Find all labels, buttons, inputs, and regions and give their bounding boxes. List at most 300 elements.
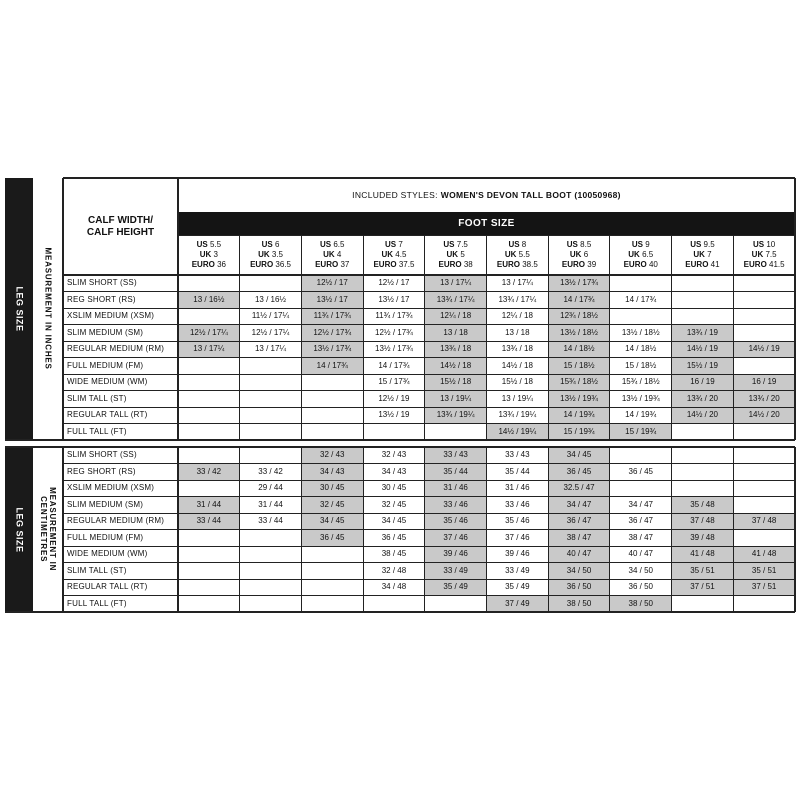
size-cell: 14 / 18½ bbox=[548, 341, 610, 358]
row-label: XSLIM MEDIUM (XSM) bbox=[67, 311, 155, 321]
size-us-line bbox=[508, 240, 526, 250]
row-label: SLIM TALL (ST) bbox=[67, 393, 127, 403]
size-cell: 11½ / 17¼ bbox=[251, 311, 290, 321]
measurement-unit-line: CENTIMETRES bbox=[39, 496, 48, 563]
size-cell: 38 / 50 bbox=[548, 596, 610, 613]
row-label: REGULAR MEDIUM (RM) bbox=[67, 344, 165, 354]
size-cell: 37 / 46 bbox=[425, 530, 487, 547]
row-label: REG SHORT (RS) bbox=[67, 466, 136, 476]
row-label: REG SHORT (RS) bbox=[67, 294, 136, 304]
size-cell: 33 / 43 bbox=[505, 450, 530, 460]
size-cell bbox=[240, 596, 302, 613]
row-divider bbox=[63, 407, 795, 408]
size-uk-prefix: UK bbox=[199, 250, 212, 259]
size-uk-line bbox=[505, 250, 530, 260]
size-cell: 36 / 45 bbox=[381, 532, 407, 542]
size-cell: 35 / 51 bbox=[733, 563, 795, 580]
size-euro-line bbox=[250, 260, 291, 270]
size-uk-value: 6.5 bbox=[642, 250, 654, 259]
size-uk-line bbox=[693, 250, 711, 260]
leg-size-text: LEG SIZE bbox=[14, 506, 25, 553]
size-uk-line bbox=[447, 250, 465, 260]
size-column-header bbox=[363, 235, 425, 275]
size-cell: 14½ / 19 bbox=[672, 341, 734, 358]
size-cell: 13¾ / 18 bbox=[425, 341, 487, 358]
size-cell: 14 / 17¾ bbox=[548, 292, 610, 309]
size-cell: 37 / 48 bbox=[733, 513, 795, 530]
size-cell: 37 / 51 bbox=[672, 579, 734, 596]
size-euro-value: 37 bbox=[340, 260, 350, 269]
size-cell bbox=[610, 480, 672, 497]
size-us-value: 5.5 bbox=[209, 240, 222, 249]
size-cell: 36 / 50 bbox=[548, 579, 610, 596]
row-label: REGULAR TALL (RT) bbox=[67, 410, 148, 420]
size-cell bbox=[178, 579, 240, 596]
size-cell bbox=[178, 546, 240, 563]
size-column-header bbox=[733, 235, 795, 275]
size-euro-value: 38.5 bbox=[522, 260, 538, 269]
size-cell: 34 / 43 bbox=[381, 466, 407, 476]
size-cell: 12¼ / 18 bbox=[425, 308, 487, 325]
row-divider bbox=[63, 324, 795, 325]
size-cell bbox=[178, 563, 240, 580]
row-label: SLIM MEDIUM (SM) bbox=[67, 499, 144, 509]
size-cell bbox=[301, 424, 363, 441]
size-cell: 33 / 43 bbox=[425, 447, 487, 464]
row-divider bbox=[63, 480, 795, 481]
row-label: FULL TALL (FT) bbox=[67, 598, 127, 608]
column-divider bbox=[733, 275, 734, 440]
size-cell bbox=[425, 596, 487, 613]
size-cell: 13½ / 19¾ bbox=[548, 391, 610, 408]
size-cell: 16 / 19 bbox=[733, 374, 795, 391]
size-cell bbox=[672, 447, 734, 464]
size-euro-line bbox=[439, 260, 473, 270]
measurement-unit-line: MEASUREMENT IN bbox=[48, 487, 58, 572]
size-euro-value: 41 bbox=[710, 260, 720, 269]
size-cell: 12¼ / 18 bbox=[501, 311, 533, 321]
size-us-prefix: US bbox=[385, 240, 397, 249]
size-cell: 12½ / 19 bbox=[378, 393, 410, 403]
row-divider bbox=[63, 357, 795, 358]
measurement-unit-text bbox=[43, 248, 52, 370]
size-cell: 32 / 45 bbox=[381, 499, 407, 509]
size-cell: 16 / 19 bbox=[672, 374, 734, 391]
measurement-unit-label bbox=[33, 447, 63, 612]
size-euro-line bbox=[624, 260, 658, 270]
size-euro-prefix: EURO bbox=[743, 260, 767, 269]
row-label: FULL TALL (FT) bbox=[67, 426, 127, 436]
size-cell: 35 / 51 bbox=[672, 563, 734, 580]
size-uk-line bbox=[258, 250, 283, 260]
size-cell bbox=[672, 424, 734, 441]
size-cell bbox=[240, 407, 302, 424]
header-column-divider bbox=[733, 235, 734, 275]
size-cell bbox=[425, 424, 487, 441]
size-cell bbox=[178, 480, 240, 497]
size-us-prefix: US bbox=[443, 240, 455, 249]
row-divider bbox=[63, 390, 795, 391]
size-euro-prefix: EURO bbox=[191, 260, 215, 269]
size-uk-line bbox=[752, 250, 777, 260]
size-cell bbox=[733, 480, 795, 497]
size-cell: 38 / 50 bbox=[610, 596, 672, 613]
size-uk-prefix: UK bbox=[751, 250, 764, 259]
column-divider bbox=[671, 447, 672, 612]
size-us-prefix: US bbox=[753, 240, 765, 249]
size-cell: 12¾ / 18½ bbox=[548, 308, 610, 325]
size-cell: 12½ / 17 bbox=[378, 278, 410, 288]
size-cell bbox=[733, 447, 795, 464]
size-cell: 38 / 45 bbox=[381, 549, 407, 559]
size-euro-prefix: EURO bbox=[685, 260, 709, 269]
size-cell bbox=[240, 424, 302, 441]
size-cell: 15¾ / 18½ bbox=[621, 377, 660, 387]
size-cell: 11¾ / 17¾ bbox=[375, 311, 413, 321]
column-divider bbox=[794, 275, 796, 440]
size-cell bbox=[363, 424, 425, 441]
size-cell: 13¾ / 19 bbox=[672, 325, 734, 342]
header-column-divider bbox=[239, 235, 240, 275]
size-euro-prefix: EURO bbox=[623, 260, 647, 269]
size-us-prefix: US bbox=[196, 240, 208, 249]
size-cell: 34 / 47 bbox=[628, 499, 653, 509]
size-cell: 13 / 16½ bbox=[254, 294, 287, 304]
size-cell: 13 / 19¼ bbox=[425, 391, 487, 408]
size-cell: 11¾ / 17¾ bbox=[301, 308, 363, 325]
size-cell: 14½ / 18 bbox=[425, 358, 487, 375]
size-uk-prefix: UK bbox=[693, 250, 705, 259]
size-cell: 15 / 17¾ bbox=[378, 377, 410, 387]
size-euro-prefix: EURO bbox=[438, 260, 462, 269]
size-cell: 13¾ / 19¼ bbox=[498, 410, 537, 420]
size-cell bbox=[733, 308, 795, 325]
size-cell: 35 / 44 bbox=[505, 466, 530, 476]
column-divider bbox=[486, 447, 487, 612]
size-uk-line bbox=[200, 250, 218, 260]
size-us-line bbox=[320, 240, 344, 250]
size-cell: 41 / 48 bbox=[733, 546, 795, 563]
size-cell: 12½ / 17¼ bbox=[178, 325, 240, 342]
size-euro-line bbox=[192, 260, 226, 270]
size-cell: 13 / 17¼ bbox=[425, 275, 487, 292]
column-divider bbox=[424, 275, 425, 440]
size-cell: 34 / 43 bbox=[301, 464, 363, 481]
size-cell: 14½ / 19¼ bbox=[487, 424, 549, 441]
size-euro-prefix: EURO bbox=[561, 260, 586, 269]
calf-width-height-title: CALF WIDTH/ CALF HEIGHT bbox=[86, 214, 155, 238]
size-cell: 34 / 47 bbox=[548, 497, 610, 514]
size-cell bbox=[301, 563, 363, 580]
size-cell: 36 / 45 bbox=[628, 466, 653, 476]
size-us-prefix: US bbox=[631, 240, 643, 249]
header-column-divider bbox=[671, 235, 672, 275]
section-border bbox=[62, 178, 64, 440]
size-cell bbox=[240, 275, 302, 292]
size-cell: 14 / 19¾ bbox=[548, 407, 610, 424]
size-cell: 12½ / 17 bbox=[301, 275, 363, 292]
size-cell: 32 / 45 bbox=[301, 497, 363, 514]
included-styles-value: WOMEN'S DEVON TALL BOOT (10050968) bbox=[440, 190, 621, 200]
size-cell: 35 / 46 bbox=[505, 516, 530, 526]
size-cell: 13½ / 17¾ bbox=[548, 275, 610, 292]
size-us-line bbox=[443, 240, 467, 250]
size-cell: 33 / 42 bbox=[178, 464, 240, 481]
size-cell bbox=[672, 275, 734, 292]
size-uk-line bbox=[628, 250, 653, 260]
size-uk-line bbox=[381, 250, 406, 260]
column-divider bbox=[486, 275, 487, 440]
section-border bbox=[62, 447, 64, 612]
size-euro-prefix: EURO bbox=[496, 260, 520, 269]
size-cell: 13 / 17¼ bbox=[254, 344, 287, 354]
size-cell: 15½ / 19 bbox=[672, 358, 734, 375]
size-cell: 36 / 47 bbox=[548, 513, 610, 530]
size-cell bbox=[178, 447, 240, 464]
size-cell bbox=[733, 497, 795, 514]
header-column-divider bbox=[548, 235, 549, 275]
size-cell bbox=[178, 596, 240, 613]
size-cell: 33 / 44 bbox=[258, 516, 283, 526]
size-euro-prefix: EURO bbox=[250, 260, 274, 269]
size-column-header bbox=[425, 235, 487, 275]
size-uk-line bbox=[570, 250, 588, 260]
size-cell: 36 / 47 bbox=[628, 516, 653, 526]
size-cell: 34 / 50 bbox=[628, 565, 653, 575]
size-cell: 13½ / 17 bbox=[301, 292, 363, 309]
row-divider bbox=[63, 496, 795, 497]
column-divider bbox=[301, 275, 302, 440]
size-cell: 15 / 19¾ bbox=[610, 424, 672, 441]
row-divider bbox=[63, 513, 795, 514]
size-cell: 14 / 19¾ bbox=[625, 410, 657, 420]
row-label: WIDE MEDIUM (WM) bbox=[67, 377, 148, 387]
size-cell bbox=[178, 530, 240, 547]
row-divider bbox=[63, 595, 795, 596]
size-cell: 15 / 19¾ bbox=[548, 424, 610, 441]
size-us-value: 6 bbox=[274, 240, 280, 249]
size-cell: 14½ / 18 bbox=[501, 360, 533, 370]
size-cell bbox=[178, 407, 240, 424]
size-cell: 13¾ / 19¼ bbox=[425, 407, 487, 424]
size-euro-value: 40 bbox=[648, 260, 658, 269]
size-us-line bbox=[197, 240, 221, 250]
size-cell: 38 / 47 bbox=[628, 532, 653, 542]
size-cell bbox=[672, 596, 734, 613]
row-divider bbox=[63, 374, 795, 375]
size-chart-table bbox=[5, 178, 795, 619]
size-cell: 33 / 49 bbox=[425, 563, 487, 580]
size-cell: 31 / 44 bbox=[178, 497, 240, 514]
size-cell: 35 / 49 bbox=[505, 582, 530, 592]
size-uk-value: 4.5 bbox=[395, 250, 407, 259]
size-cell bbox=[301, 596, 363, 613]
size-euro-line bbox=[315, 260, 349, 270]
size-us-line bbox=[753, 240, 775, 250]
size-uk-prefix: UK bbox=[569, 250, 582, 259]
size-us-value: 10 bbox=[766, 240, 776, 249]
size-cell bbox=[240, 391, 302, 408]
header-border bbox=[63, 177, 795, 179]
size-column-header bbox=[487, 235, 549, 275]
size-cell: 32 / 43 bbox=[381, 450, 407, 460]
size-uk-value: 3 bbox=[213, 250, 218, 259]
column-divider bbox=[548, 447, 549, 612]
size-cell bbox=[240, 530, 302, 547]
size-uk-prefix: UK bbox=[258, 250, 270, 259]
size-uk-line bbox=[323, 250, 341, 260]
size-cell: 13 / 18 bbox=[505, 327, 530, 337]
row-divider bbox=[63, 291, 795, 292]
header-column-divider bbox=[363, 235, 364, 275]
size-us-line bbox=[632, 240, 650, 250]
section-border bbox=[5, 439, 63, 441]
size-cell: 30 / 45 bbox=[301, 480, 363, 497]
size-cell bbox=[301, 546, 363, 563]
row-divider bbox=[63, 529, 795, 530]
size-us-value: 8.5 bbox=[580, 240, 592, 249]
size-euro-line bbox=[497, 260, 538, 270]
row-divider bbox=[63, 274, 795, 276]
size-cell: 33 / 42 bbox=[258, 466, 283, 476]
size-cell: 12½ / 17¼ bbox=[251, 327, 290, 337]
size-cell: 13 / 17¼ bbox=[178, 341, 240, 358]
size-uk-prefix: UK bbox=[628, 250, 640, 259]
size-euro-value: 38 bbox=[463, 260, 473, 269]
size-euro-value: 39 bbox=[587, 260, 597, 269]
size-cell bbox=[733, 325, 795, 342]
size-column-header bbox=[672, 235, 734, 275]
size-cell bbox=[240, 447, 302, 464]
row-divider bbox=[63, 579, 795, 580]
size-cell: 13 / 16½ bbox=[178, 292, 240, 309]
size-cell: 12½ / 17¾ bbox=[301, 325, 363, 342]
size-uk-value: 5.5 bbox=[518, 250, 530, 259]
size-cell: 31 / 44 bbox=[258, 499, 283, 509]
header-border bbox=[177, 178, 179, 275]
size-us-value: 9 bbox=[645, 240, 650, 249]
row-divider bbox=[63, 463, 795, 464]
column-divider bbox=[548, 275, 549, 440]
size-cell: 13½ / 18½ bbox=[548, 325, 610, 342]
size-column-header bbox=[240, 235, 302, 275]
row-divider bbox=[63, 562, 795, 563]
size-euro-value: 37.5 bbox=[398, 260, 415, 269]
column-divider bbox=[177, 275, 179, 440]
size-cell: 14 / 17¾ bbox=[301, 358, 363, 375]
row-label: SLIM TALL (ST) bbox=[67, 565, 127, 575]
column-divider bbox=[363, 447, 364, 612]
size-cell bbox=[301, 407, 363, 424]
size-cell: 39 / 48 bbox=[672, 530, 734, 547]
row-divider bbox=[63, 308, 795, 309]
size-cell bbox=[301, 374, 363, 391]
column-divider bbox=[239, 275, 240, 440]
row-label: SLIM MEDIUM (SM) bbox=[67, 327, 144, 337]
header-column-divider bbox=[301, 235, 302, 275]
column-divider bbox=[424, 447, 425, 612]
size-cell: 32.5 / 47 bbox=[548, 480, 610, 497]
size-cell bbox=[733, 596, 795, 613]
size-cell: 32 / 43 bbox=[301, 447, 363, 464]
size-cell bbox=[178, 391, 240, 408]
column-divider bbox=[363, 275, 364, 440]
size-cell: 31 / 46 bbox=[505, 483, 530, 493]
size-cell: 14 / 17¾ bbox=[625, 294, 657, 304]
size-cell bbox=[178, 358, 240, 375]
leg-size-text: LEG SIZE bbox=[14, 286, 25, 332]
leg-size-label bbox=[5, 447, 33, 612]
size-cell bbox=[733, 358, 795, 375]
size-cell: 13 / 18 bbox=[425, 325, 487, 342]
column-divider bbox=[239, 447, 240, 612]
size-cell: 33 / 46 bbox=[425, 497, 487, 514]
column-divider bbox=[177, 447, 179, 612]
row-divider bbox=[63, 446, 795, 448]
size-us-prefix: US bbox=[508, 240, 520, 249]
size-uk-value: 7.5 bbox=[765, 250, 777, 259]
size-cell bbox=[240, 358, 302, 375]
size-cell: 36 / 45 bbox=[548, 464, 610, 481]
size-cell bbox=[240, 579, 302, 596]
size-cell: 34 / 45 bbox=[301, 513, 363, 530]
size-cell: 37 / 51 bbox=[733, 579, 795, 596]
leg-size-label bbox=[5, 178, 33, 440]
size-uk-prefix: UK bbox=[504, 250, 517, 259]
size-cell: 14 / 17¾ bbox=[378, 360, 410, 370]
size-uk-prefix: UK bbox=[381, 250, 394, 259]
size-cell: 15 / 18½ bbox=[548, 358, 610, 375]
size-column-header bbox=[178, 235, 240, 275]
size-cell: 33 / 49 bbox=[505, 565, 530, 575]
size-us-prefix: US bbox=[261, 240, 273, 249]
size-cell: 39 / 46 bbox=[505, 549, 530, 559]
size-cell: 14½ / 20 bbox=[672, 407, 734, 424]
row-divider bbox=[63, 423, 795, 424]
size-cell: 34 / 45 bbox=[548, 447, 610, 464]
size-cell: 14 / 18½ bbox=[625, 344, 657, 354]
column-divider bbox=[301, 447, 302, 612]
size-cell bbox=[672, 308, 734, 325]
header-column-divider bbox=[609, 235, 610, 275]
size-cell: 13¾ / 17¼ bbox=[425, 292, 487, 309]
size-cell bbox=[178, 275, 240, 292]
size-cell: 13½ / 17¾ bbox=[301, 341, 363, 358]
size-uk-value: 5 bbox=[460, 250, 465, 259]
row-divider bbox=[63, 341, 795, 342]
size-cell bbox=[178, 424, 240, 441]
size-cell: 38 / 47 bbox=[548, 530, 610, 547]
size-euro-line bbox=[562, 260, 596, 270]
size-us-value: 7.5 bbox=[456, 240, 468, 249]
size-uk-value: 3.5 bbox=[271, 250, 283, 259]
size-cell: 12½ / 17¾ bbox=[375, 327, 413, 337]
size-us-value: 6.5 bbox=[333, 240, 345, 249]
size-cell: 13¾ / 20 bbox=[733, 391, 795, 408]
included-styles-caption bbox=[178, 178, 795, 212]
row-divider bbox=[63, 546, 795, 547]
size-cell: 13½ / 19 bbox=[378, 410, 410, 420]
header-border bbox=[794, 178, 796, 275]
size-cell: 36 / 45 bbox=[301, 530, 363, 547]
size-us-line bbox=[262, 240, 280, 250]
size-cell: 33 / 46 bbox=[505, 499, 530, 509]
size-cell bbox=[240, 546, 302, 563]
size-cell: 15½ / 18 bbox=[501, 377, 533, 387]
row-label: FULL MEDIUM (FM) bbox=[67, 360, 144, 370]
size-uk-value: 6 bbox=[583, 250, 589, 259]
size-cell: 39 / 46 bbox=[425, 546, 487, 563]
